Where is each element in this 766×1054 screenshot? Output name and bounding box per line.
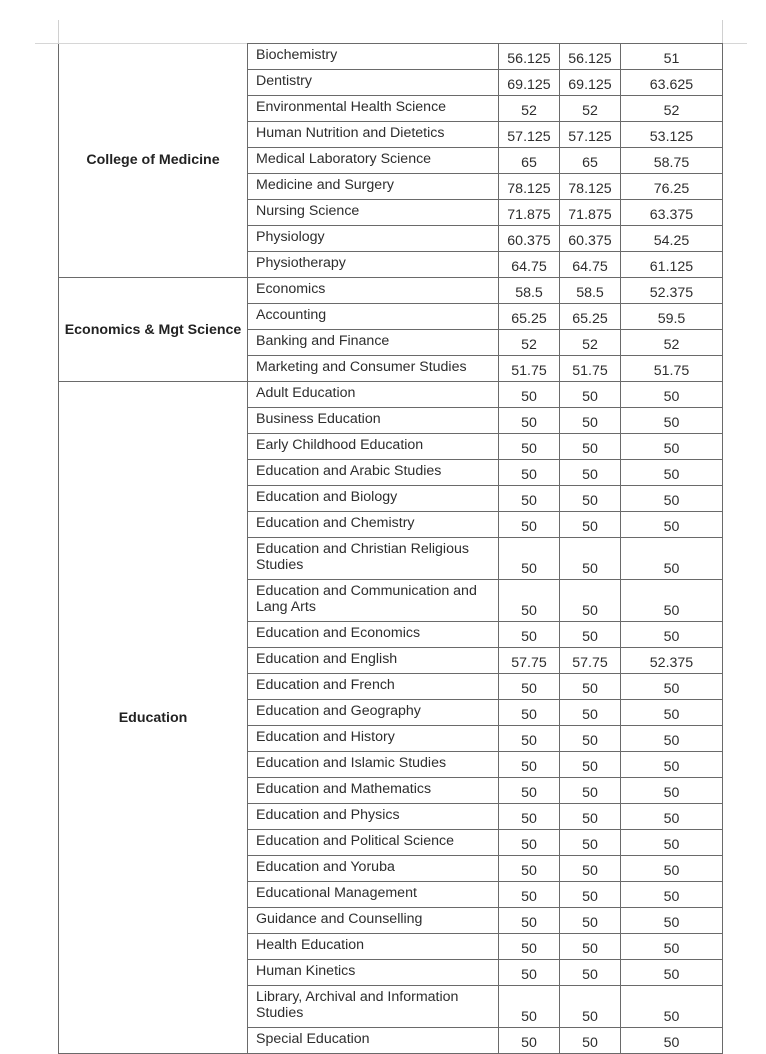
score-cell-2: 50 — [560, 460, 621, 486]
department-cell: Special Education — [248, 1028, 499, 1054]
department-cell: Early Childhood Education — [248, 434, 499, 460]
page-margin-marker-left — [58, 20, 59, 44]
faculty-cell: Education — [59, 382, 248, 1054]
score-cell-1: 50 — [499, 778, 560, 804]
score-cell-1: 50 — [499, 434, 560, 460]
score-cell-3: 50 — [621, 460, 723, 486]
score-cell-1: 50 — [499, 804, 560, 830]
score-cell-2: 50 — [560, 778, 621, 804]
department-cell: Education and Biology — [248, 486, 499, 512]
score-cell-2: 50 — [560, 804, 621, 830]
score-cell-2: 50 — [560, 382, 621, 408]
score-cell-2: 50 — [560, 538, 621, 580]
score-cell-1: 58.5 — [499, 278, 560, 304]
table-body — [59, 44, 723, 1054]
score-cell-2: 50 — [560, 882, 621, 908]
department-cell: Physiotherapy — [248, 252, 499, 278]
department-cell: Education and Economics — [248, 622, 499, 648]
score-cell-1: 50 — [499, 882, 560, 908]
score-cell-1: 50 — [499, 382, 560, 408]
score-cell-1: 50 — [499, 960, 560, 986]
department-cell: Banking and Finance — [248, 330, 499, 356]
department-cell: Dentistry — [248, 70, 499, 96]
score-cell-1: 60.375 — [499, 226, 560, 252]
score-cell-2: 52 — [560, 330, 621, 356]
score-cell-2: 50 — [560, 486, 621, 512]
score-cell-2: 50 — [560, 908, 621, 934]
score-cell-2: 50 — [560, 752, 621, 778]
score-cell-2: 57.125 — [560, 122, 621, 148]
score-cell-3: 50 — [621, 856, 723, 882]
score-cell-1: 57.125 — [499, 122, 560, 148]
score-cell-1: 50 — [499, 856, 560, 882]
score-cell-3: 50 — [621, 752, 723, 778]
table-row — [59, 382, 723, 408]
score-cell-3: 58.75 — [621, 148, 723, 174]
department-cell: Accounting — [248, 304, 499, 330]
score-cell-3: 51.75 — [621, 356, 723, 382]
score-cell-1: 50 — [499, 752, 560, 778]
score-cell-1: 71.875 — [499, 200, 560, 226]
score-cell-3: 52 — [621, 330, 723, 356]
score-cell-3: 50 — [621, 986, 723, 1028]
department-cell: Guidance and Counselling — [248, 908, 499, 934]
score-cell-3: 50 — [621, 486, 723, 512]
score-cell-2: 50 — [560, 1028, 621, 1054]
score-cell-3: 52 — [621, 96, 723, 122]
score-cell-3: 54.25 — [621, 226, 723, 252]
score-cell-2: 56.125 — [560, 44, 621, 70]
score-cell-3: 50 — [621, 674, 723, 700]
score-cell-3: 61.125 — [621, 252, 723, 278]
score-cell-2: 50 — [560, 434, 621, 460]
score-cell-1: 50 — [499, 986, 560, 1028]
score-cell-2: 50 — [560, 512, 621, 538]
score-cell-3: 50 — [621, 908, 723, 934]
score-cell-3: 76.25 — [621, 174, 723, 200]
score-cell-1: 69.125 — [499, 70, 560, 96]
department-cell: Biochemistry — [248, 44, 499, 70]
department-cell: Environmental Health Science — [248, 96, 499, 122]
department-cell: Education and Physics — [248, 804, 499, 830]
department-cell: Education and History — [248, 726, 499, 752]
department-cell: Human Kinetics — [248, 960, 499, 986]
score-cell-2: 78.125 — [560, 174, 621, 200]
score-cell-1: 50 — [499, 486, 560, 512]
score-cell-1: 50 — [499, 580, 560, 622]
score-cell-2: 57.75 — [560, 648, 621, 674]
score-cell-1: 50 — [499, 726, 560, 752]
department-cell: Education and Communication and Lang Arts — [248, 580, 499, 622]
table-row — [59, 44, 723, 70]
score-cell-3: 50 — [621, 804, 723, 830]
score-cell-1: 56.125 — [499, 44, 560, 70]
department-cell: Education and French — [248, 674, 499, 700]
score-cell-3: 50 — [621, 726, 723, 752]
score-cell-3: 50 — [621, 1028, 723, 1054]
score-cell-1: 50 — [499, 934, 560, 960]
score-cell-1: 51.75 — [499, 356, 560, 382]
score-cell-1: 65 — [499, 148, 560, 174]
department-cell: Education and Political Science — [248, 830, 499, 856]
score-cell-3: 50 — [621, 434, 723, 460]
score-cell-2: 50 — [560, 700, 621, 726]
page-margin-marker-right — [722, 20, 723, 44]
score-cell-2: 50 — [560, 726, 621, 752]
faculty-cell: College of Medicine — [59, 44, 248, 278]
score-cell-3: 50 — [621, 408, 723, 434]
department-cell: Education and English — [248, 648, 499, 674]
department-cell: Education and Islamic Studies — [248, 752, 499, 778]
score-cell-1: 50 — [499, 908, 560, 934]
score-cell-1: 64.75 — [499, 252, 560, 278]
table-row — [59, 278, 723, 304]
score-cell-1: 50 — [499, 830, 560, 856]
score-cell-2: 50 — [560, 856, 621, 882]
score-cell-2: 50 — [560, 960, 621, 986]
score-cell-1: 50 — [499, 622, 560, 648]
score-cell-3: 50 — [621, 580, 723, 622]
score-cell-2: 51.75 — [560, 356, 621, 382]
department-cell: Marketing and Consumer Studies — [248, 356, 499, 382]
score-cell-1: 50 — [499, 538, 560, 580]
score-cell-2: 50 — [560, 580, 621, 622]
score-cell-2: 60.375 — [560, 226, 621, 252]
department-cell: Educational Management — [248, 882, 499, 908]
score-cell-2: 50 — [560, 934, 621, 960]
department-cell: Medical Laboratory Science — [248, 148, 499, 174]
faculty-cell: Economics & Mgt Science — [59, 278, 248, 382]
score-cell-3: 50 — [621, 960, 723, 986]
score-cell-2: 50 — [560, 986, 621, 1028]
score-cell-2: 64.75 — [560, 252, 621, 278]
score-cell-3: 50 — [621, 882, 723, 908]
department-cell: Human Nutrition and Dietetics — [248, 122, 499, 148]
score-cell-2: 50 — [560, 408, 621, 434]
score-cell-3: 50 — [621, 700, 723, 726]
score-cell-2: 71.875 — [560, 200, 621, 226]
score-cell-2: 50 — [560, 622, 621, 648]
score-cell-2: 65.25 — [560, 304, 621, 330]
score-cell-3: 52.375 — [621, 278, 723, 304]
score-cell-3: 50 — [621, 778, 723, 804]
score-cell-3: 50 — [621, 934, 723, 960]
score-cell-1: 50 — [499, 700, 560, 726]
score-cell-2: 50 — [560, 674, 621, 700]
department-cell: Education and Christian Religious Studies — [248, 538, 499, 580]
department-cell: Education and Geography — [248, 700, 499, 726]
score-cell-1: 50 — [499, 674, 560, 700]
score-cell-2: 58.5 — [560, 278, 621, 304]
score-cell-1: 50 — [499, 1028, 560, 1054]
department-cell: Medicine and Surgery — [248, 174, 499, 200]
score-cell-1: 50 — [499, 408, 560, 434]
score-cell-1: 52 — [499, 96, 560, 122]
department-cell: Economics — [248, 278, 499, 304]
department-cell: Education and Yoruba — [248, 856, 499, 882]
score-cell-3: 50 — [621, 382, 723, 408]
score-cell-1: 52 — [499, 330, 560, 356]
cutoff-marks-table — [58, 43, 723, 1054]
score-cell-2: 69.125 — [560, 70, 621, 96]
score-cell-3: 63.625 — [621, 70, 723, 96]
score-cell-3: 59.5 — [621, 304, 723, 330]
score-cell-3: 52.375 — [621, 648, 723, 674]
score-cell-1: 50 — [499, 512, 560, 538]
score-cell-3: 50 — [621, 538, 723, 580]
score-cell-1: 50 — [499, 460, 560, 486]
department-cell: Health Education — [248, 934, 499, 960]
score-cell-3: 51 — [621, 44, 723, 70]
department-cell: Education and Mathematics — [248, 778, 499, 804]
department-cell: Education and Chemistry — [248, 512, 499, 538]
department-cell: Education and Arabic Studies — [248, 460, 499, 486]
department-cell: Nursing Science — [248, 200, 499, 226]
score-cell-2: 50 — [560, 830, 621, 856]
score-cell-3: 53.125 — [621, 122, 723, 148]
score-cell-1: 65.25 — [499, 304, 560, 330]
score-cell-3: 50 — [621, 830, 723, 856]
score-cell-3: 50 — [621, 622, 723, 648]
score-cell-2: 65 — [560, 148, 621, 174]
score-cell-3: 50 — [621, 512, 723, 538]
department-cell: Physiology — [248, 226, 499, 252]
score-cell-1: 57.75 — [499, 648, 560, 674]
department-cell: Adult Education — [248, 382, 499, 408]
score-cell-2: 52 — [560, 96, 621, 122]
score-cell-3: 63.375 — [621, 200, 723, 226]
department-cell: Library, Archival and Information Studies — [248, 986, 499, 1028]
score-cell-1: 78.125 — [499, 174, 560, 200]
department-cell: Business Education — [248, 408, 499, 434]
